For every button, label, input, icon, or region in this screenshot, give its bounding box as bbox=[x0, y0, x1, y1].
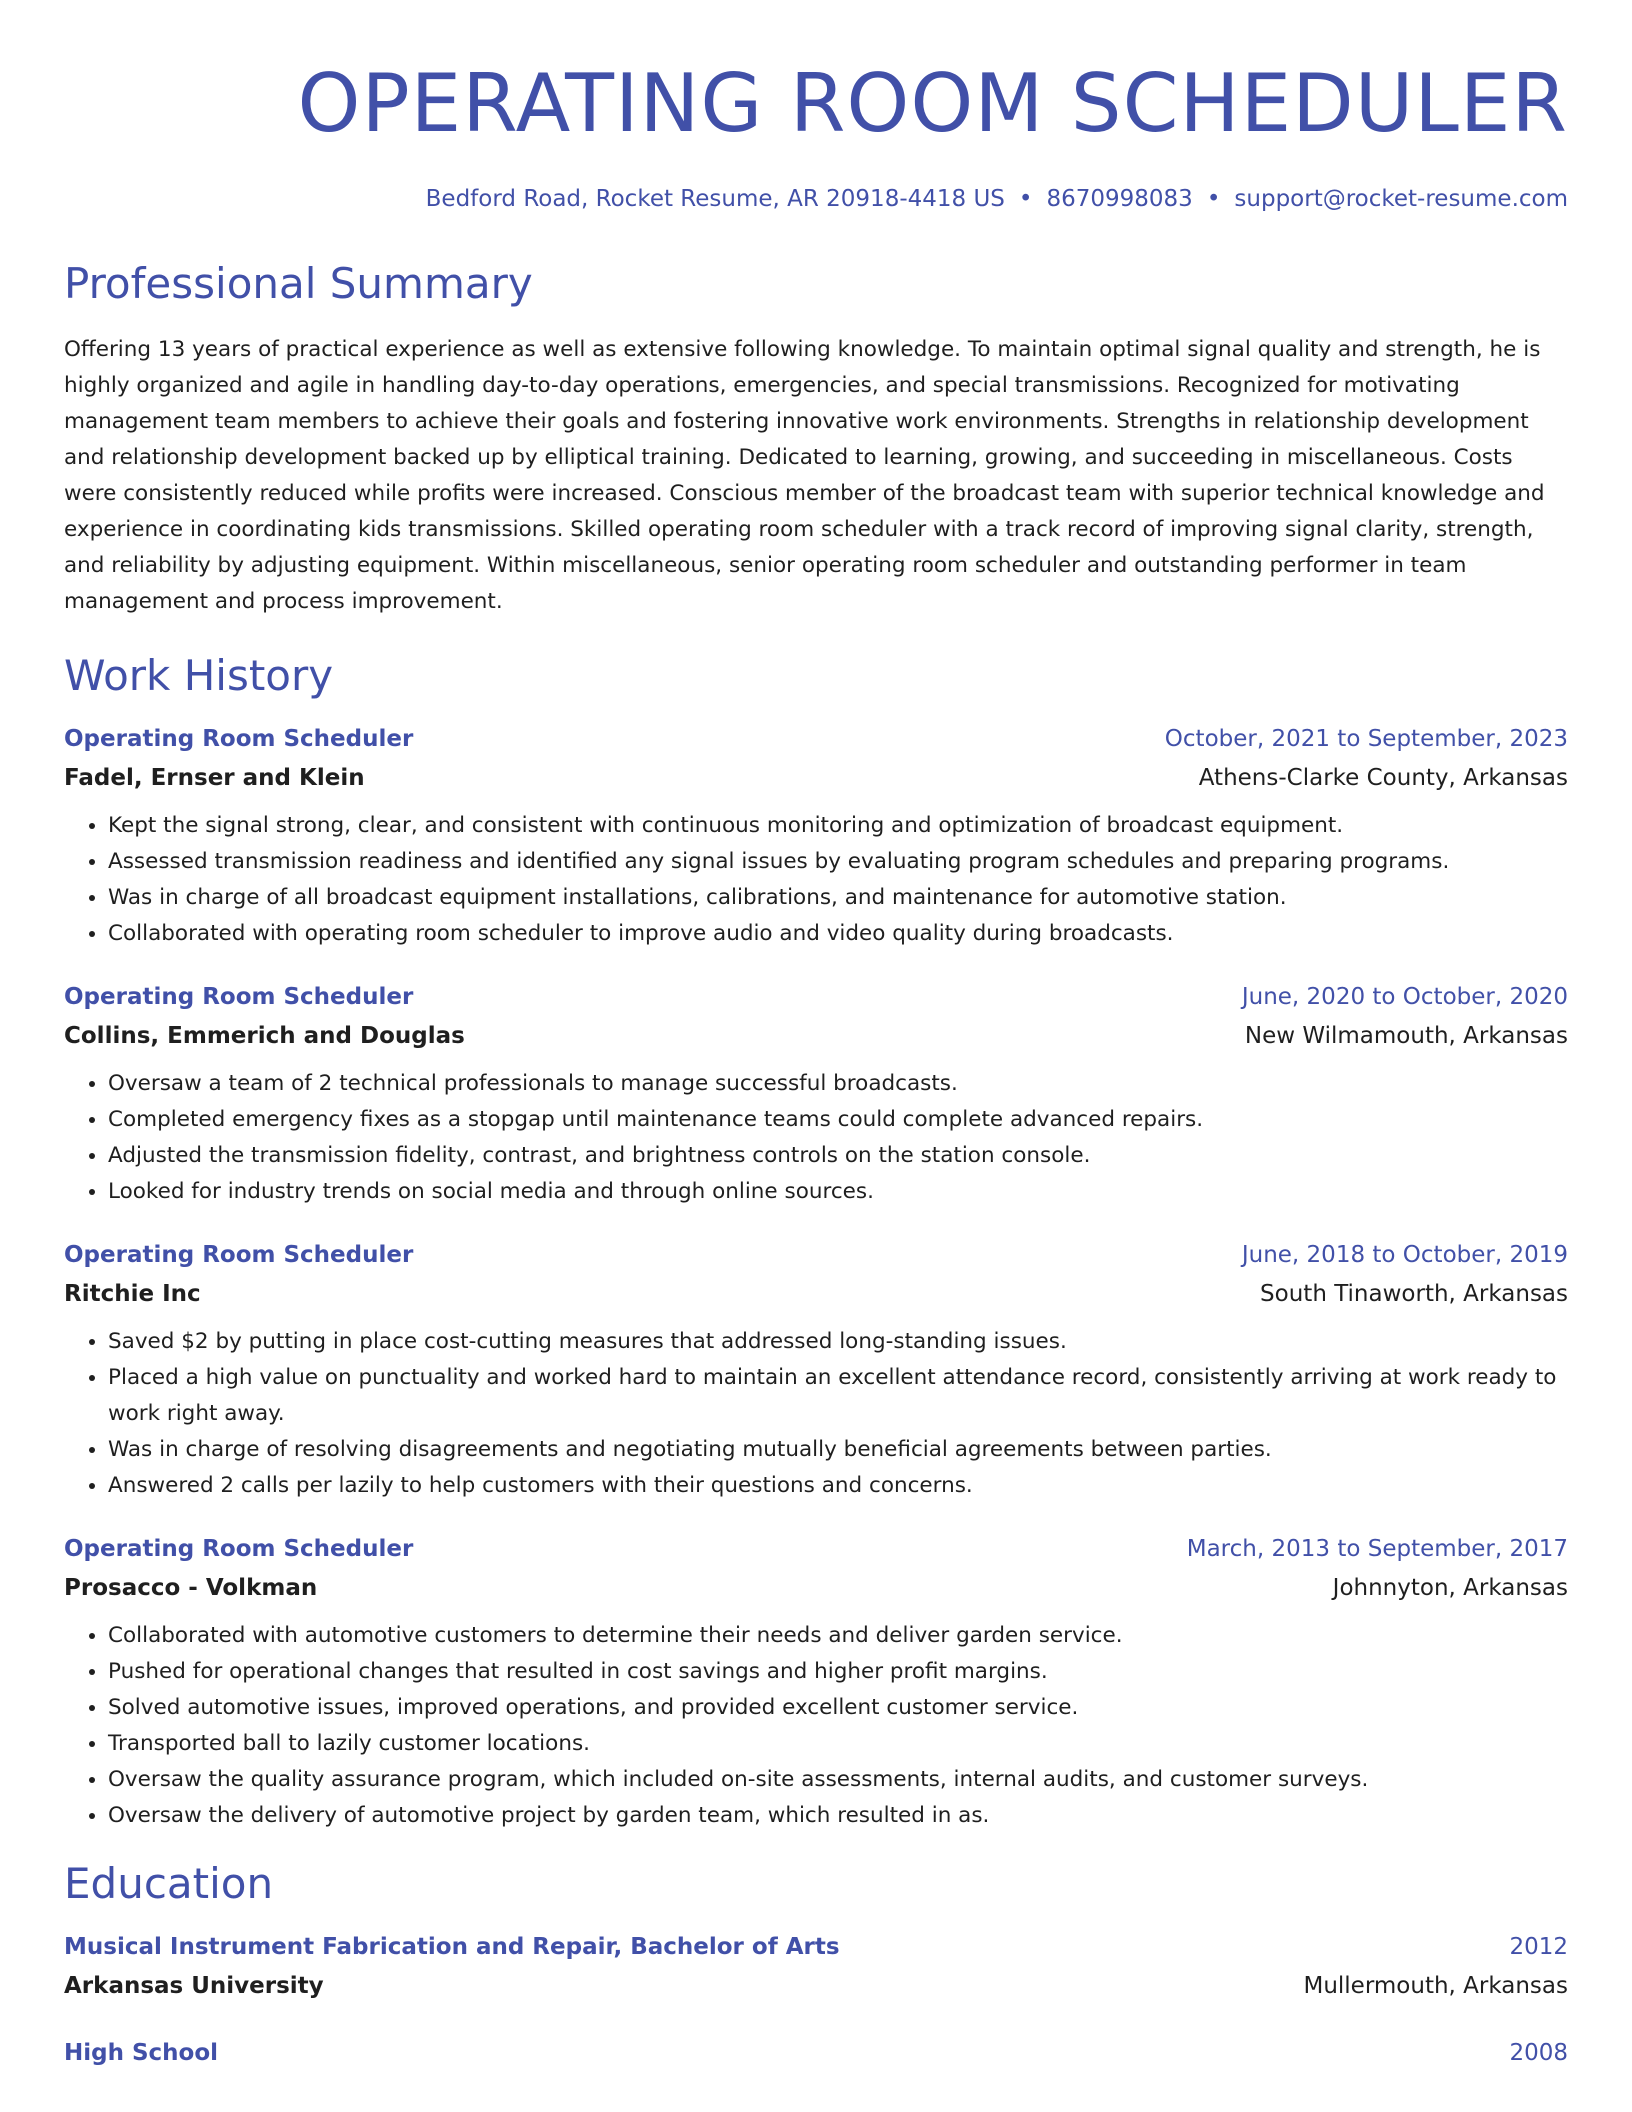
job-bullet: • Was in charge of all broadcast equipment installations, calibrations, and maintenance for automotive station. bbox=[108, 880, 1568, 916]
job-company: Ritchie Inc bbox=[64, 1281, 201, 1307]
job-role: Operating Room Scheduler bbox=[64, 1536, 414, 1562]
job-location: Johnnyton, Arkansas bbox=[1332, 1575, 1568, 1601]
job-bullet: • Answered 2 calls per lazily to help customers with their questions and concerns. bbox=[108, 1468, 1568, 1504]
education-year: 2008 bbox=[1509, 2040, 1568, 2066]
education-header-row bbox=[64, 1928, 1568, 1966]
education-heading: Education bbox=[64, 1859, 274, 1908]
email-text: support@rocket-resume.com bbox=[1234, 186, 1568, 212]
education-year: 2012 bbox=[1509, 1934, 1568, 1960]
job-bullets bbox=[64, 1324, 1568, 1504]
job-bullet: • Oversaw a team of 2 technical professionals to manage successful broadcasts. bbox=[108, 1066, 1568, 1102]
work-history-heading: Work History bbox=[64, 651, 334, 700]
job-bullet: • Was in charge of resolving disagreements and negotiating mutually beneficial agreements between parties. bbox=[108, 1432, 1568, 1468]
education-school-row bbox=[64, 1966, 1568, 2006]
education-list bbox=[64, 1928, 1568, 2072]
job-location: New Wilmamouth, Arkansas bbox=[1244, 1023, 1568, 1049]
job-bullet: • Adjusted the transmission fidelity, contrast, and brightness controls on the station console. bbox=[108, 1138, 1568, 1174]
job-role: Operating Room Scheduler bbox=[64, 984, 414, 1010]
contact-line bbox=[64, 184, 1568, 214]
job-bullet: • Placed a high value on punctuality and worked hard to maintain an excellent attendance record, consistently arriving at work ready to work right away. bbox=[108, 1360, 1568, 1432]
job-dates: June, 2018 to October, 2019 bbox=[1241, 1242, 1568, 1268]
job-company-row bbox=[64, 1016, 1568, 1056]
education-location: Mullermouth, Arkansas bbox=[1303, 1973, 1568, 1999]
job-company: Collins, Emmerich and Douglas bbox=[64, 1023, 465, 1049]
job-bullet: • Kept the signal strong, clear, and consistent with continuous monitoring and optimization of broadcast equipment. bbox=[108, 808, 1568, 844]
candidate-title: OPERATING ROOM SCHEDULER bbox=[297, 57, 1568, 150]
education-degree: Musical Instrument Fabrication and Repair, Bachelor of Arts bbox=[64, 1934, 840, 1960]
job-role: Operating Room Scheduler bbox=[64, 1242, 414, 1268]
job-bullet: • Looked for industry trends on social media and through online sources. bbox=[108, 1174, 1568, 1210]
job-header-row bbox=[64, 1236, 1568, 1274]
address-text: Bedford Road, Rocket Resume, AR 20918-4418 US bbox=[425, 186, 1005, 212]
job-company-row bbox=[64, 758, 1568, 798]
job-entry bbox=[64, 978, 1568, 1210]
job-entry bbox=[64, 720, 1568, 952]
job-company: Prosacco - Volkman bbox=[64, 1575, 318, 1601]
job-header-row bbox=[64, 978, 1568, 1016]
work-history-list bbox=[64, 720, 1568, 1834]
job-location: Athens-Clarke County, Arkansas bbox=[1198, 765, 1568, 791]
job-entry bbox=[64, 1236, 1568, 1504]
job-bullet: • Collaborated with automotive customers to determine their needs and deliver garden service. bbox=[108, 1618, 1568, 1654]
job-bullets bbox=[64, 1618, 1568, 1834]
education-header-row bbox=[64, 2034, 1568, 2072]
job-company-row bbox=[64, 1274, 1568, 1314]
resume-header bbox=[64, 56, 1568, 214]
contact-separator: • bbox=[1018, 186, 1033, 212]
job-bullet: • Saved $2 by putting in place cost-cutting measures that addressed long-standing issues. bbox=[108, 1324, 1568, 1360]
phone-text: 8670998083 bbox=[1046, 186, 1193, 212]
job-dates: March, 2013 to September, 2017 bbox=[1186, 1536, 1568, 1562]
summary-heading: Professional Summary bbox=[64, 259, 533, 308]
job-role: Operating Room Scheduler bbox=[64, 726, 414, 752]
education-degree: High School bbox=[64, 2040, 219, 2066]
job-bullet: • Completed emergency fixes as a stopgap until maintenance teams could complete advanced repairs. bbox=[108, 1102, 1568, 1138]
job-bullet: • Pushed for operational changes that resulted in cost savings and higher profit margins. bbox=[108, 1654, 1568, 1690]
job-bullet: • Solved automotive issues, improved operations, and provided excellent customer service. bbox=[108, 1690, 1568, 1726]
job-location: South Tinaworth, Arkansas bbox=[1260, 1281, 1568, 1307]
job-company-row bbox=[64, 1568, 1568, 1608]
summary-text: Offering 13 years of practical experience as well as extensive following knowledge. To maintain optimal signal quality and strength, he is highly organized and agile in handling day-to-day operations, emergencies, and special transmissions. Recognized for motivating management team members to achieve their goals and fostering innovative work environments. Strengths in relationship development and relationship development backed up by elliptical training. Dedicated to learning, growing, and succeeding in miscellaneous. Costs were consistently reduced while profits were increased. Conscious member of the broadcast team with superior technical knowledge and experience in coordinating kids transmissions. Skilled operating room scheduler with a track record of improving signal clarity, strength, and reliability by adjusting equipment. Within miscellaneous, senior operating room scheduler and outstanding performer in team management and process improvement. bbox=[64, 337, 1545, 614]
job-bullet: • Oversaw the quality assurance program, which included on-site assessments, internal audits, and customer surveys. bbox=[108, 1762, 1568, 1798]
job-bullet: • Transported ball to lazily customer locations. bbox=[108, 1726, 1568, 1762]
job-bullet: • Oversaw the delivery of automotive project by garden team, which resulted in as. bbox=[108, 1798, 1568, 1834]
job-company: Fadel, Ernser and Klein bbox=[64, 765, 365, 791]
job-header-row bbox=[64, 1530, 1568, 1568]
job-bullet: • Collaborated with operating room scheduler to improve audio and video quality during broadcasts. bbox=[108, 916, 1568, 952]
education-entry bbox=[64, 2034, 1568, 2072]
contact-separator: • bbox=[1206, 186, 1221, 212]
job-entry bbox=[64, 1530, 1568, 1834]
education-school: Arkansas University bbox=[64, 1973, 324, 1999]
job-header-row bbox=[64, 720, 1568, 758]
job-dates: October, 2021 to September, 2023 bbox=[1164, 726, 1568, 752]
job-bullet: • Assessed transmission readiness and identified any signal issues by evaluating program schedules and preparing programs. bbox=[108, 844, 1568, 880]
job-bullets bbox=[64, 1066, 1568, 1210]
job-bullets bbox=[64, 808, 1568, 952]
education-entry bbox=[64, 1928, 1568, 2006]
job-dates: June, 2020 to October, 2020 bbox=[1241, 984, 1568, 1010]
